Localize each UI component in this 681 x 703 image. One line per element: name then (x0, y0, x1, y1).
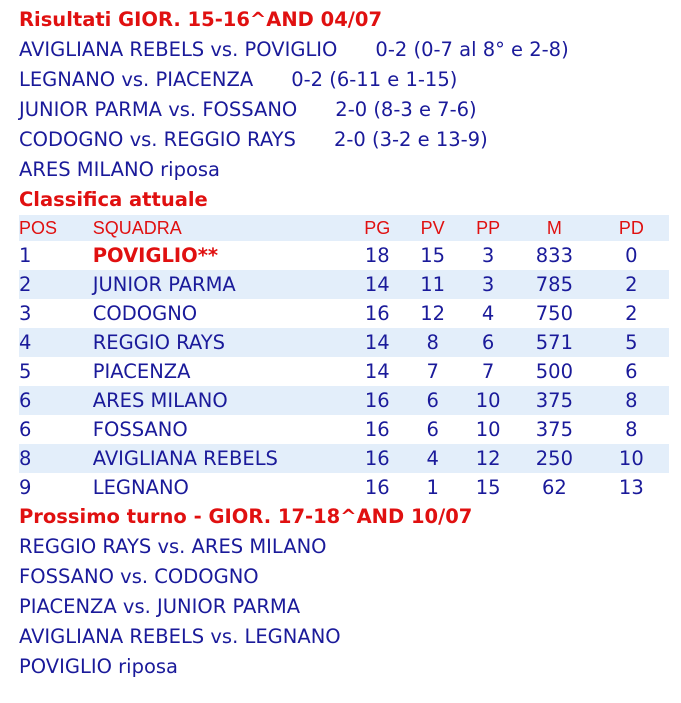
cell-pd: 10 (594, 444, 669, 473)
cell-pos: 8 (19, 444, 93, 473)
fixture-row: PIACENZA vs. JUNIOR PARMA (19, 595, 301, 618)
cell-team: AVIGLIANA REBELS (93, 444, 350, 473)
result-row (19, 95, 674, 125)
document (19, 5, 674, 682)
result-row (19, 35, 674, 65)
cell-pv: 6 (426, 418, 439, 441)
cell-pp: 15 (475, 476, 501, 499)
cell-pd: 13 (618, 476, 644, 499)
cell-team: FOSSANO (92, 418, 188, 441)
header-pd: PD (594, 215, 669, 241)
cell-team: CODOGNO (92, 302, 198, 325)
cell-pp: 3 (461, 270, 515, 299)
header-pv: PV (404, 215, 461, 241)
cell-team: POVIGLIO** (92, 244, 219, 267)
cell-pv: 1 (426, 476, 439, 499)
cell-pv: 8 (404, 328, 461, 357)
cell-m: 785 (515, 270, 594, 299)
standings-title: Classifica attuale (19, 188, 208, 211)
cell-m: 571 (515, 328, 594, 357)
cell-pv: 6 (404, 386, 461, 415)
cell-team: JUNIOR PARMA (93, 270, 350, 299)
cell-pd: 8 (594, 386, 669, 415)
cell-pd: 2 (594, 270, 669, 299)
table-row (19, 241, 669, 270)
table-row (19, 444, 669, 473)
cell-pg: 14 (364, 360, 390, 383)
cell-pv: 11 (404, 270, 461, 299)
cell-m: 375 (535, 418, 573, 441)
standings-table (19, 215, 669, 502)
cell-pp: 10 (475, 418, 501, 441)
cell-pos: 3 (19, 302, 32, 325)
fixture-row: AVIGLIANA REBELS vs. LEGNANO (19, 625, 341, 648)
cell-pos: 9 (19, 476, 32, 499)
cell-pg: 18 (364, 244, 390, 267)
table-row (19, 328, 669, 357)
table-row (19, 270, 669, 299)
cell-pg: 16 (350, 444, 404, 473)
cell-team: PIACENZA (92, 360, 191, 383)
header-pp: PP (461, 215, 515, 241)
rest-team: POVIGLIO riposa (19, 655, 178, 678)
cell-pd: 0 (625, 244, 638, 267)
result-row (19, 125, 674, 155)
cell-pp: 3 (481, 244, 495, 267)
cell-pp: 6 (461, 328, 515, 357)
table-row (19, 415, 669, 444)
result-score: 0-2 (0-7 al 8° e 2-8) (375, 38, 569, 61)
results-list (19, 35, 674, 185)
cell-team: LEGNANO (92, 476, 189, 499)
cell-pv: 7 (426, 360, 439, 383)
cell-m: 62 (541, 476, 567, 499)
result-score: 0-2 (6-11 e 1-15) (291, 68, 458, 91)
table-row (19, 473, 669, 502)
cell-pos: 6 (19, 418, 32, 441)
header-team: SQUADRA (93, 215, 350, 241)
standings-header-row (19, 215, 669, 241)
cell-pv: 4 (404, 444, 461, 473)
cell-m: 500 (535, 360, 573, 383)
fixture-row: REGGIO RAYS vs. ARES MILANO (19, 535, 327, 558)
result-score: 2-0 (8-3 e 7-6) (335, 98, 477, 121)
table-row (19, 299, 669, 328)
cell-pd: 5 (594, 328, 669, 357)
result-teams: AVIGLIANA REBELS vs. POVIGLIO (19, 38, 338, 61)
cell-pp: 12 (461, 444, 515, 473)
cell-pos: 5 (19, 360, 32, 383)
cell-pos: 2 (19, 270, 93, 299)
fixture-row: FOSSANO vs. CODOGNO (19, 565, 259, 588)
result-teams: CODOGNO vs. REGGIO RAYS (19, 128, 296, 151)
result-teams: JUNIOR PARMA vs. FOSSANO (19, 98, 298, 121)
header-pos: POS (19, 215, 93, 241)
result-teams: LEGNANO vs. PIACENZA (19, 68, 254, 91)
cell-pd: 6 (625, 360, 638, 383)
cell-pd: 2 (625, 302, 638, 325)
next-round-title: Prossimo turno - GIOR. 17-18^AND 10/07 (19, 505, 473, 528)
cell-pv: 15 (420, 244, 446, 267)
result-score: 2-0 (3-2 e 13-9) (333, 128, 488, 151)
cell-pg: 16 (364, 418, 390, 441)
cell-m: 750 (535, 302, 573, 325)
rest-team: ARES MILANO riposa (19, 158, 220, 181)
cell-pos: 1 (19, 244, 32, 267)
result-row (19, 65, 674, 95)
cell-team: ARES MILANO (93, 386, 350, 415)
cell-pp: 10 (461, 386, 515, 415)
cell-pg: 16 (364, 476, 390, 499)
cell-pg: 14 (350, 328, 404, 357)
cell-pp: 4 (481, 302, 495, 325)
table-row (19, 386, 669, 415)
cell-pg: 16 (350, 386, 404, 415)
cell-pd: 8 (625, 418, 638, 441)
header-m: M (515, 215, 594, 241)
next-round-list (19, 532, 674, 682)
cell-m: 833 (535, 244, 573, 267)
cell-team: REGGIO RAYS (93, 328, 350, 357)
cell-pos: 4 (19, 328, 93, 357)
cell-m: 375 (515, 386, 594, 415)
table-row (19, 357, 669, 386)
cell-pg: 16 (364, 302, 390, 325)
cell-pv: 12 (420, 302, 446, 325)
cell-pp: 7 (481, 360, 495, 383)
cell-pos: 6 (19, 386, 93, 415)
cell-m: 250 (515, 444, 594, 473)
results-title: Risultati GIOR. 15-16^AND 04/07 (19, 8, 383, 31)
header-pg: PG (350, 215, 404, 241)
cell-pg: 14 (350, 270, 404, 299)
